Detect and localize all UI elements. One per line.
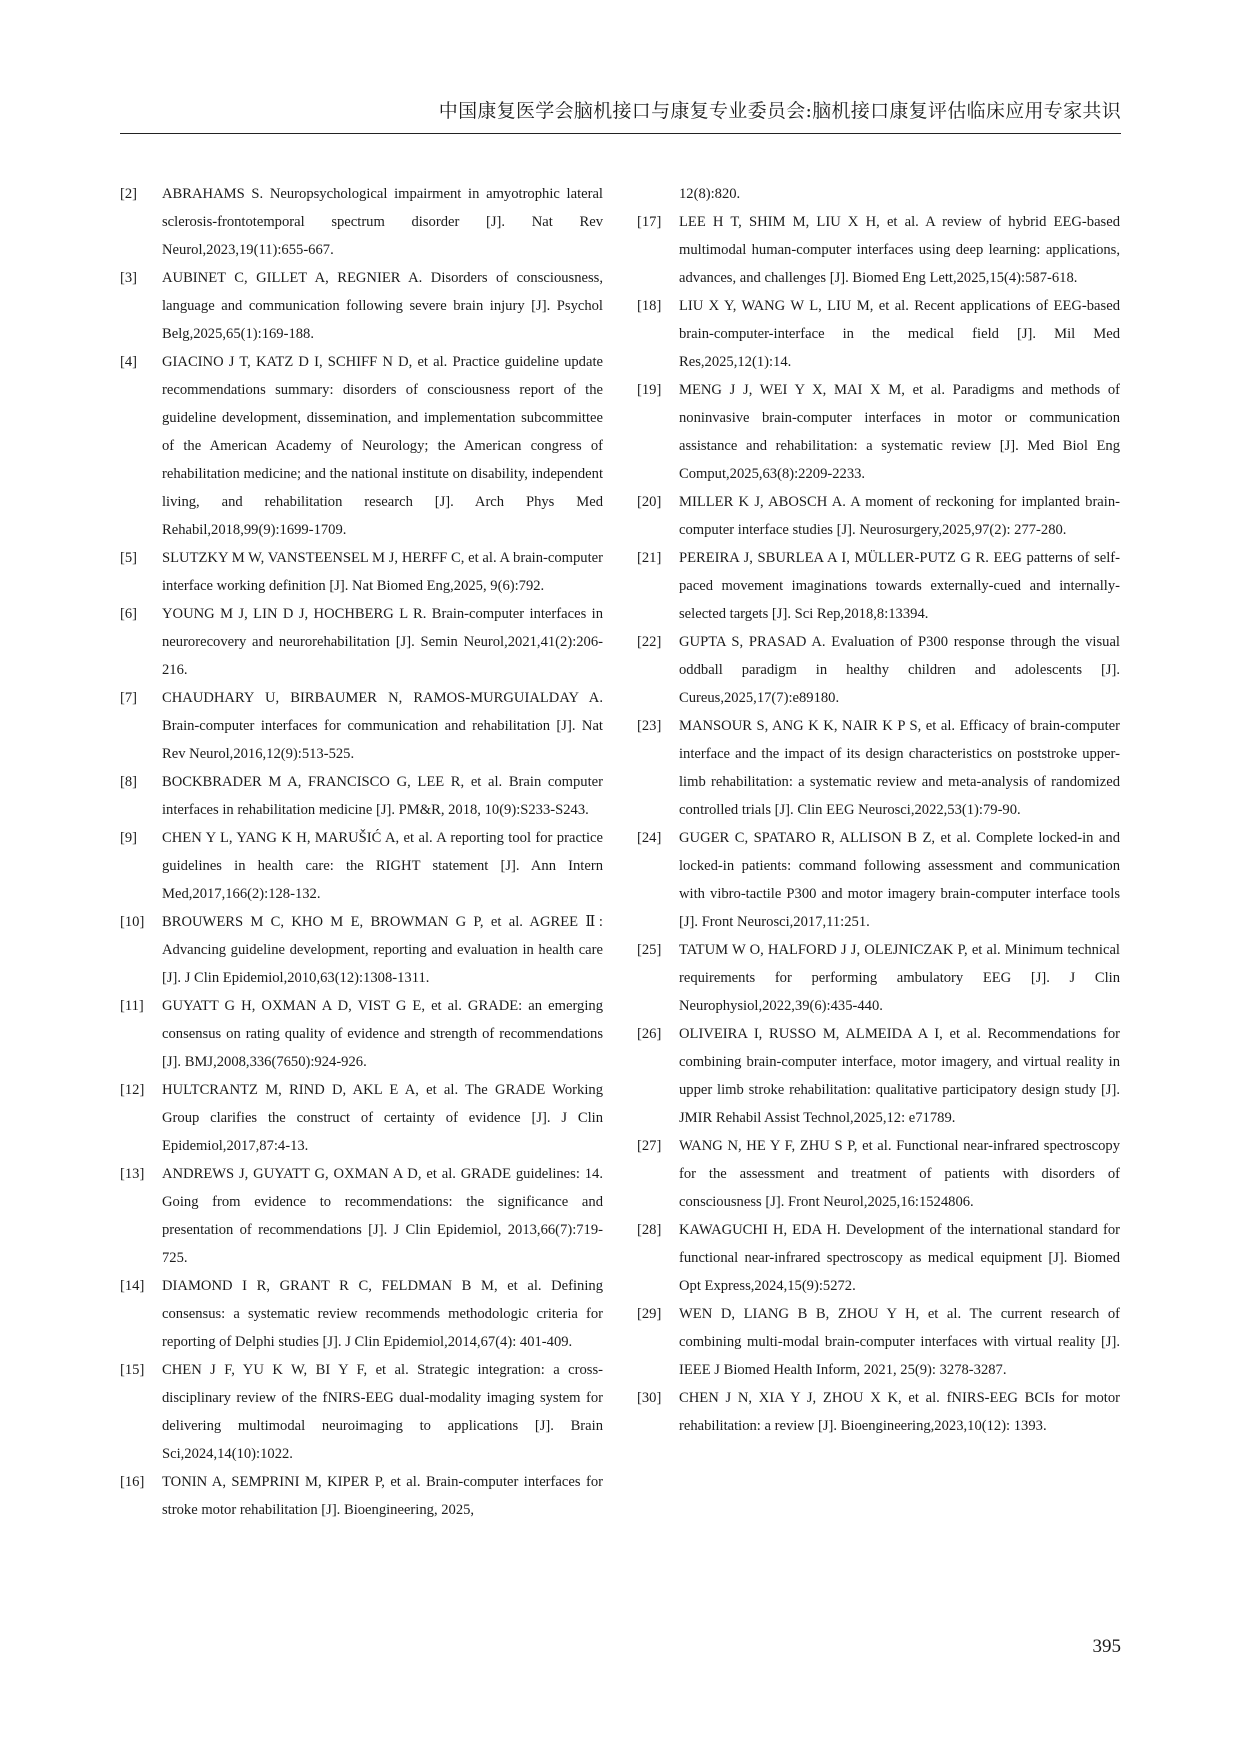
reference-text: CHEN J N, XIA Y J, ZHOU X K, et al. fNIRS-EEG BCIs for motor rehabilitation: a review [J]. Bioengineering,2023,10(12): 1393. bbox=[679, 1390, 1120, 1434]
reference-entry bbox=[637, 488, 1120, 544]
reference-text: DIAMOND I R, GRANT R C, FELDMAN B M, et al. Defining consensus: a systematic review recommends methodologic criteria for reporting of Delphi studies [J]. J Clin Epidemiol,2014,67(4): 401-409. bbox=[162, 1278, 603, 1350]
reference-text: BROUWERS M C, KHO M E, BROWMAN G P, et al. AGREE Ⅱ: Advancing guideline development, reporting and evaluation in health care [J]. J Clin Epidemiol,2010,63(12):1308-1311. bbox=[162, 914, 603, 986]
reference-text: GUGER C, SPATARO R, ALLISON B Z, et al. Complete locked-in and locked-in patients: command following assessment and communication with vibro-tactile P300 and motor imagery brain-computer interface tools [J]. Front Neurosci,2017,11:251. bbox=[679, 830, 1120, 930]
running-head: 中国康复医学会脑机接口与康复专业委员会:脑机接口康复评估临床应用专家共识 bbox=[438, 100, 1121, 122]
reference-text: AUBINET C, GILLET A, REGNIER A. Disorders of consciousness, language and communication following severe brain injury [J]. Psychol Belg,2025,65(1):169-188. bbox=[162, 270, 603, 342]
reference-entry bbox=[120, 600, 603, 684]
reference-number: [19] bbox=[637, 382, 662, 398]
reference-entry bbox=[637, 1020, 1120, 1132]
reference-entry bbox=[637, 376, 1120, 488]
references-right-column bbox=[637, 180, 1120, 1440]
reference-text: HULTCRANTZ M, RIND D, AKL E A, et al. The GRADE Working Group clarifies the construct of certainty of evidence [J]. J Clin Epidemiol,2017,87:4-13. bbox=[162, 1082, 603, 1154]
reference-text: MANSOUR S, ANG K K, NAIR K P S, et al. Efficacy of brain-computer interface and the impact of its design characteristics on poststroke upper-limb rehabilitation: a systematic review and meta-analysis of randomized controlled trials [J]. Clin EEG Neurosci,2022,53(1):79-90. bbox=[679, 718, 1120, 818]
reference-number: [7] bbox=[120, 690, 138, 706]
reference-entry bbox=[120, 348, 603, 544]
reference-number: [30] bbox=[637, 1390, 662, 1406]
reference-number: [21] bbox=[637, 550, 662, 566]
reference-text: 12(8):820. bbox=[679, 186, 741, 202]
reference-number bbox=[637, 180, 679, 208]
reference-number: [13] bbox=[120, 1166, 145, 1182]
reference-entry bbox=[637, 544, 1120, 628]
reference-number: [5] bbox=[120, 550, 138, 566]
reference-text: GUYATT G H, OXMAN A D, VIST G E, et al. GRADE: an emerging consensus on rating quality of evidence and strength of recommendations [J]. BMJ,2008,336(7650):924-926. bbox=[162, 998, 603, 1070]
reference-entry bbox=[120, 1468, 603, 1524]
reference-text: CHEN Y L, YANG K H, MARUŠIĆ A, et al. A reporting tool for practice guidelines in health care: the RIGHT statement [J]. Ann Intern Med,2017,166(2):128-132. bbox=[162, 830, 603, 902]
reference-text: LIU X Y, WANG W L, LIU M, et al. Recent applications of EEG-based brain-computer-interface in the medical field [J]. Mil Med Res,2025,12(1):14. bbox=[679, 298, 1120, 370]
reference-text: OLIVEIRA I, RUSSO M, ALMEIDA A I, et al. Recommendations for combining brain-computer interface, motor imagery, and virtual reality in upper limb stroke rehabilitation: qualitative participatory design study [J]. JMIR Rehabil Assist Technol,2025,12: e71789. bbox=[679, 1026, 1120, 1126]
reference-entry bbox=[120, 1272, 603, 1356]
reference-text: MENG J J, WEI Y X, MAI X M, et al. Paradigms and methods of noninvasive brain-computer interfaces in motor or communication assistance and rehabilitation: a systematic review [J]. Med Biol Eng Comput,2025,63(8):2209-2233. bbox=[679, 382, 1120, 482]
reference-number: [18] bbox=[637, 298, 662, 314]
reference-number: [14] bbox=[120, 1278, 145, 1294]
page-number: 395 bbox=[1092, 1636, 1121, 1657]
reference-number: [15] bbox=[120, 1362, 145, 1378]
reference-entry bbox=[637, 208, 1120, 292]
reference-text: CHEN J F, YU K W, BI Y F, et al. Strategic integration: a cross-disciplinary review of the fNIRS-EEG dual-modality imaging system for delivering multimodal neuroimaging to applications [J]. Brain Sci,2024,14(10):1022. bbox=[162, 1362, 603, 1462]
reference-text: PEREIRA J, SBURLEA A I, MÜLLER-PUTZ G R. EEG patterns of self-paced movement imaginations towards externally-cued and internally-selected targets [J]. Sci Rep,2018,8:13394. bbox=[679, 550, 1120, 622]
reference-text: GUPTA S, PRASAD A. Evaluation of P300 response through the visual oddball paradigm in healthy children and adolescents [J]. Cureus,2025,17(7):e89180. bbox=[679, 634, 1120, 706]
reference-entry bbox=[120, 684, 603, 768]
reference-number: [16] bbox=[120, 1474, 145, 1490]
reference-entry bbox=[637, 1384, 1120, 1440]
references-left-column bbox=[120, 180, 603, 1524]
reference-number: [2] bbox=[120, 186, 138, 202]
reference-entry bbox=[120, 544, 603, 600]
reference-number: [4] bbox=[120, 354, 138, 370]
reference-number: [29] bbox=[637, 1306, 662, 1322]
reference-text: WEN D, LIANG B B, ZHOU Y H, et al. The current research of combining multi-modal brain-computer interfaces with virtual reality [J]. IEEE J Biomed Health Inform, 2021, 25(9): 3278-3287. bbox=[679, 1306, 1120, 1378]
reference-entry bbox=[120, 992, 603, 1076]
reference-entry bbox=[120, 768, 603, 824]
reference-number: [6] bbox=[120, 606, 138, 622]
reference-entry bbox=[637, 712, 1120, 824]
reference-entry bbox=[637, 936, 1120, 1020]
reference-entry bbox=[120, 908, 603, 992]
reference-number: [26] bbox=[637, 1026, 662, 1042]
reference-number: [8] bbox=[120, 774, 138, 790]
reference-text: GIACINO J T, KATZ D I, SCHIFF N D, et al. Practice guideline update recommendations summary: disorders of consciousness report of the guideline development, dissemination, and implementation subcommittee of the American Academy of Neurology; the American congress of rehabilitation medicine; and the national institute on disability, independent living, and rehabilitation research [J]. Arch Phys Med Rehabil,2018,99(9):1699-1709. bbox=[162, 354, 603, 538]
reference-text: KAWAGUCHI H, EDA H. Development of the international standard for functional near-infrared spectroscopy as medical equipment [J]. Biomed Opt Express,2024,15(9):5272. bbox=[679, 1222, 1120, 1294]
reference-text: SLUTZKY M W, VANSTEENSEL M J, HERFF C, et al. A brain-computer interface working definition [J]. Nat Biomed Eng,2025, 9(6):792. bbox=[162, 550, 603, 594]
reference-entry bbox=[637, 1216, 1120, 1300]
reference-text: LEE H T, SHIM M, LIU X H, et al. A review of hybrid EEG-based multimodal human-computer interfaces using deep learning: applications, advances, and challenges [J]. Biomed Eng Lett,2025,15(4):587-618. bbox=[679, 214, 1120, 286]
reference-entry bbox=[120, 180, 603, 264]
reference-number: [17] bbox=[637, 214, 662, 230]
reference-entry bbox=[120, 1356, 603, 1468]
reference-number: [9] bbox=[120, 830, 138, 846]
reference-number: [10] bbox=[120, 914, 145, 930]
reference-text: ABRAHAMS S. Neuropsychological impairment in amyotrophic lateral sclerosis-frontotemporal spectrum disorder [J]. Nat Rev Neurol,2023,19(11):655-667. bbox=[162, 186, 603, 258]
reference-entry bbox=[637, 1300, 1120, 1384]
reference-entry bbox=[120, 1076, 603, 1160]
reference-text: TATUM W O, HALFORD J J, OLEJNICZAK P, et al. Minimum technical requirements for performing ambulatory EEG [J]. J Clin Neurophysiol,2022,39(6):435-440. bbox=[679, 942, 1120, 1014]
reference-text: MILLER K J, ABOSCH A. A moment of reckoning for implanted brain-computer interface studies [J]. Neurosurgery,2025,97(2): 277-280. bbox=[679, 494, 1120, 538]
reference-entry bbox=[120, 264, 603, 348]
reference-number: [20] bbox=[637, 494, 662, 510]
reference-number: [24] bbox=[637, 830, 662, 846]
reference-entry bbox=[637, 292, 1120, 376]
reference-text: WANG N, HE Y F, ZHU S P, et al. Functional near-infrared spectroscopy for the assessment and treatment of patients with disorders of consciousness [J]. Front Neurol,2025,16:1524806. bbox=[679, 1138, 1120, 1210]
reference-entry bbox=[637, 1132, 1120, 1216]
reference-number: [28] bbox=[637, 1222, 662, 1238]
reference-number: [12] bbox=[120, 1082, 145, 1098]
reference-number: [27] bbox=[637, 1138, 662, 1154]
reference-number: [3] bbox=[120, 270, 138, 286]
reference-text: YOUNG M J, LIN D J, HOCHBERG L R. Brain-computer interfaces in neurorecovery and neurorehabilitation [J]. Semin Neurol,2021,41(2):206-216. bbox=[162, 606, 603, 678]
reference-text: TONIN A, SEMPRINI M, KIPER P, et al. Brain-computer interfaces for stroke motor rehabilitation [J]. Bioengineering, 2025, bbox=[162, 1474, 603, 1518]
reference-text: BOCKBRADER M A, FRANCISCO G, LEE R, et al. Brain computer interfaces in rehabilitation medicine [J]. PM&R, 2018, 10(9):S233-S243. bbox=[162, 774, 603, 818]
reference-entry bbox=[120, 824, 603, 908]
reference-number: [23] bbox=[637, 718, 662, 734]
reference-entry bbox=[120, 1160, 603, 1272]
reference-number: [11] bbox=[120, 998, 144, 1014]
header-rule bbox=[120, 133, 1121, 134]
reference-number: [25] bbox=[637, 942, 662, 958]
reference-entry bbox=[637, 180, 1120, 208]
reference-entry bbox=[637, 628, 1120, 712]
reference-text: ANDREWS J, GUYATT G, OXMAN A D, et al. GRADE guidelines: 14. Going from evidence to recommendations: the significance and presentation of recommendations [J]. J Clin Epidemiol, 2013,66(7):719-725. bbox=[162, 1166, 603, 1266]
reference-number: [22] bbox=[637, 634, 662, 650]
reference-text: CHAUDHARY U, BIRBAUMER N, RAMOS-MURGUIALDAY A. Brain-computer interfaces for communication and rehabilitation [J]. Nat Rev Neurol,2016,12(9):513-525. bbox=[162, 690, 603, 762]
reference-entry bbox=[637, 824, 1120, 936]
